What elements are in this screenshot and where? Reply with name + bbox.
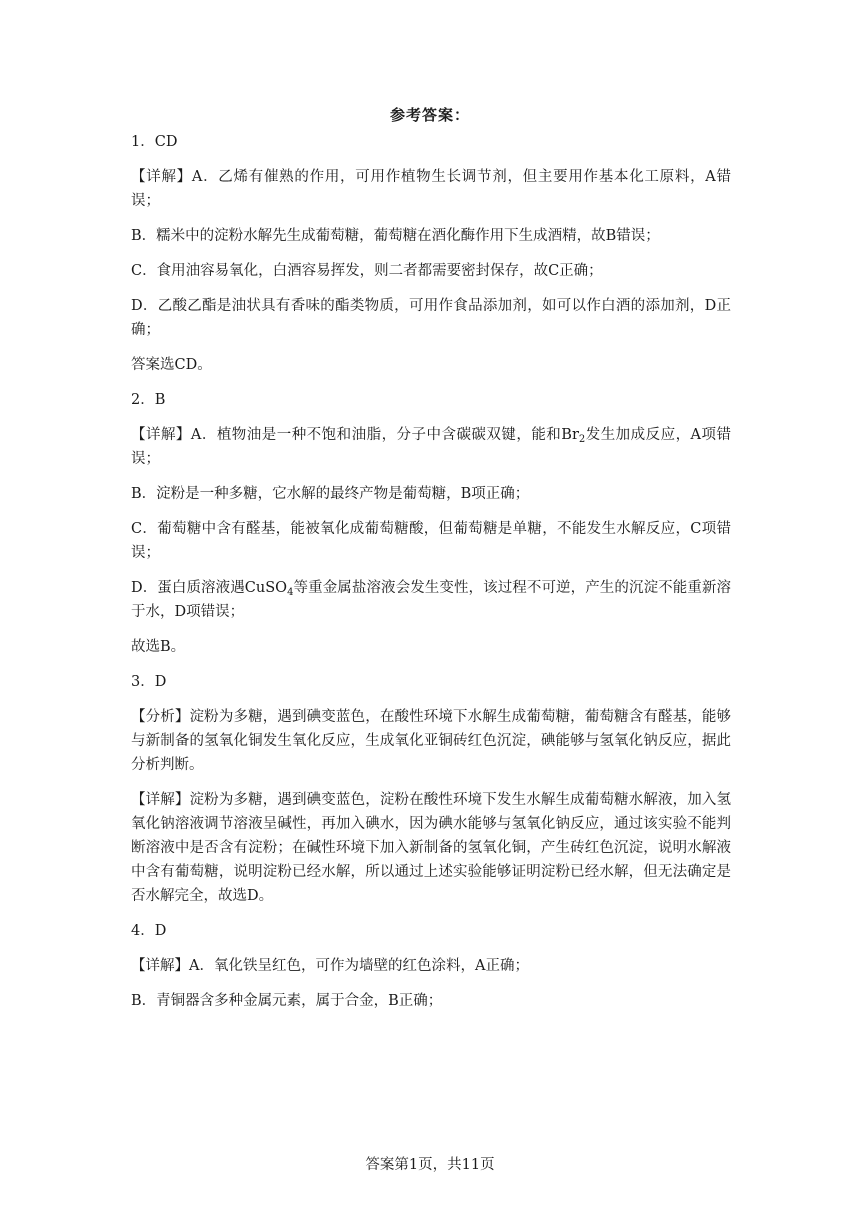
item-2-line-a-text: 【详解】A．植物油是一种不饱和油脂，分子中含碳碳双键，能和Br	[131, 427, 579, 443]
item-2-line-d-rest: 等重金属盐溶液会发生变性，该过程不可逆，产生的沉淀不能重新溶于水，D项错误；	[131, 580, 731, 620]
answer-content	[131, 130, 731, 1024]
page-title: 参考答案：	[389, 106, 470, 124]
item-2-line-a-subscript: 2	[578, 434, 586, 445]
item-4-line-a: 【详解】A．氧化铁呈红色，可作为墙壁的红色涂料，A正确；	[131, 958, 529, 974]
item-3-analysis: 【分析】淀粉为多糖，遇到碘变蓝色，在酸性环境下水解生成葡萄糖，葡萄糖含有醛基，能够与新制备的氢氧化铜发生氧化反应，生成氧化亚铜砖红色沉淀，碘能够与氢氧化钠反应，据此分析判断。	[131, 709, 731, 773]
item-2-line-a-rest: 发生加成反应，A项错误；	[131, 427, 731, 467]
item-1-line-c: C．食用油容易氧化，白酒容易挥发，则二者都需要密封保存，故C正确；	[131, 263, 603, 279]
item-1-conclusion: 答案选CD。	[131, 357, 212, 373]
item-4-number: 4．D	[131, 923, 167, 939]
item-2-line-c: C．葡萄糖中含有醛基，能被氧化成葡萄糖酸，但葡萄糖是单糖，不能发生水解反应，C项错误；	[131, 521, 731, 561]
item-4-line-b: B．青铜器含多种金属元素，属于合金，B正确；	[131, 993, 443, 1009]
item-2-conclusion: 故选B。	[131, 639, 186, 655]
item-1-number: 1．CD	[131, 134, 178, 150]
item-1-line-a: 【详解】A．乙烯有催熟的作用，可用作植物生长调节剂，但主要用作基本化工原料，A错误；	[131, 169, 731, 209]
item-2-line-b: B．淀粉是一种多糖，它水解的最终产物是葡萄糖，B项正确；	[131, 486, 530, 502]
item-2-number: 2．B	[131, 392, 166, 408]
item-2-line-d	[131, 576, 731, 624]
item-3-number: 3．D	[131, 674, 167, 690]
item-2-line-d-subscript: 4	[287, 587, 294, 598]
item-3-detail: 【详解】淀粉为多糖，遇到碘变蓝色，淀粉在酸性环境下发生水解生成葡萄糖水解液，加入氢氧化钠溶液调节溶液呈碱性，再加入碘水，因为碘水能够与氢氧化钠反应，通过该实验不能判断溶液中是否含有淀粉；在碱性环境下加入新制备的氢氧化铜，产生砖红色沉淀，说明水解液中含有葡萄糖，说明淀粉已经水解，所以通过上述实验能够证明淀粉已经水解，但无法确定是否水解完全，故选D。	[131, 792, 731, 904]
item-2-line-d-text: D．蛋白质溶液遇CuSO	[131, 580, 288, 596]
item-1-line-b: B．糯米中的淀粉水解先生成葡萄糖，葡萄糖在酒化酶作用下生成酒精，故B错误；	[131, 228, 660, 244]
page-footer: 答案第1页，共11页	[365, 1157, 495, 1173]
item-1-line-d: D．乙酸乙酯是油状具有香味的酯类物质，可用作食品添加剂，如可以作白酒的添加剂，D正确；	[131, 298, 731, 338]
item-2-line-a	[131, 423, 731, 471]
